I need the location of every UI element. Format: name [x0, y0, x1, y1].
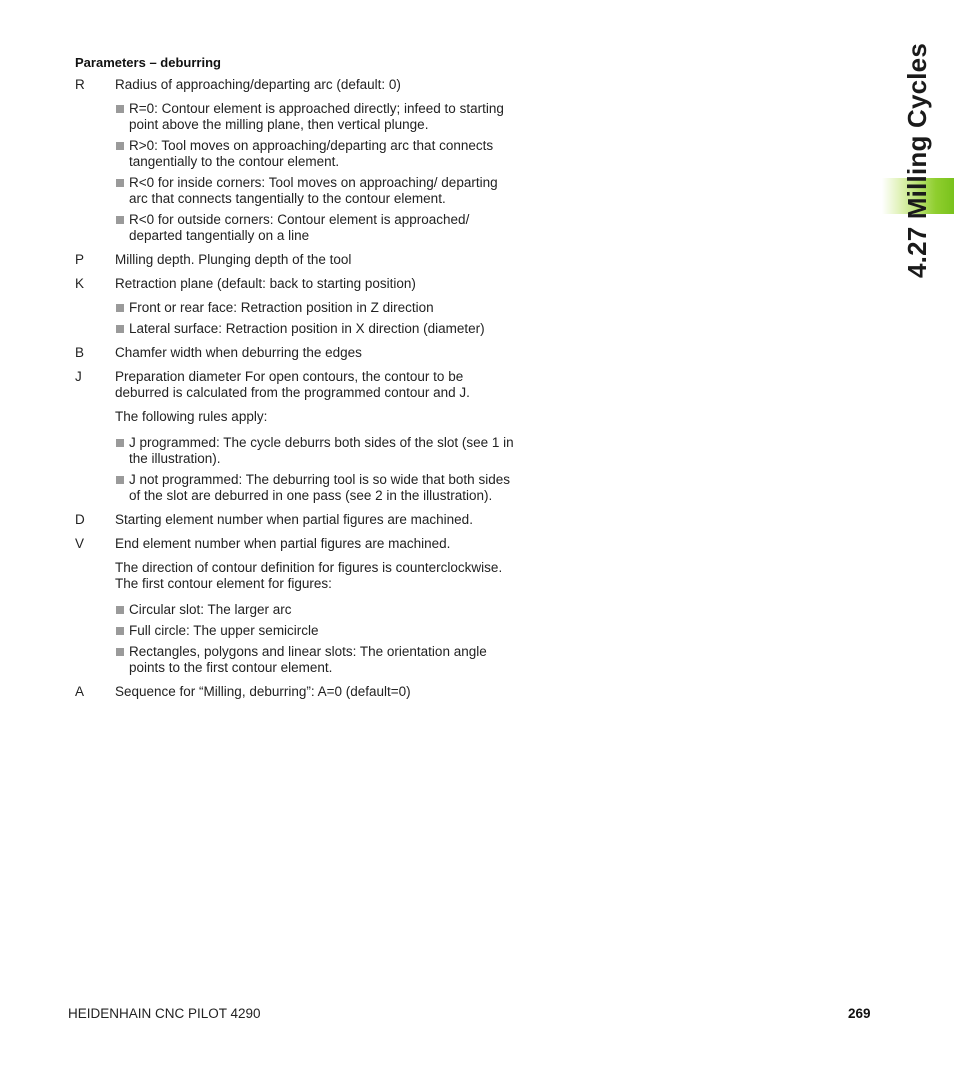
- parameter-list: [75, 77, 515, 708]
- list-item: R<0 for outside corners: Contour element is approached/ departed tangentially on a line: [115, 212, 515, 244]
- square-bullet-icon: [116, 476, 124, 484]
- param-j-bullets: [115, 435, 515, 504]
- square-bullet-icon: [116, 304, 124, 312]
- param-description: Radius of approaching/departing arc (default: 0): [115, 77, 401, 92]
- chapter-side-title: 4.27 Milling Cycles: [902, 42, 932, 278]
- param-k-bullets: [115, 300, 515, 337]
- param-k: [75, 276, 515, 292]
- list-item: Circular slot: The larger arc: [115, 602, 515, 618]
- square-bullet-icon: [116, 216, 124, 224]
- param-v-bullets: [115, 602, 515, 676]
- param-letter: K: [75, 276, 85, 291]
- param-description: End element number when partial figures are machined.: [115, 536, 451, 551]
- list-item: R<0 for inside corners: Tool moves on approaching/ departing arc that connects tangentially to the contour element.: [115, 175, 515, 207]
- param-letter: B: [75, 345, 85, 360]
- square-bullet-icon: [116, 142, 124, 150]
- list-item: Rectangles, polygons and linear slots: The orientation angle points to the first contour element.: [115, 644, 515, 676]
- param-a: [75, 684, 515, 700]
- param-d: [75, 512, 515, 528]
- param-description: Milling depth. Plunging depth of the tool: [115, 252, 352, 267]
- param-v-note: The direction of contour definition for figures is counterclockwise. The first contour element for figures:: [115, 560, 503, 591]
- param-r: [75, 77, 515, 93]
- list-item: Front or rear face: Retraction position in Z direction: [115, 300, 515, 316]
- footer-product-name: HEIDENHAIN CNC PILOT 4290: [68, 1006, 261, 1021]
- list-item: R=0: Contour element is approached directly; infeed to starting point above the milling plane, then vertical plunge.: [115, 101, 515, 133]
- square-bullet-icon: [116, 627, 124, 635]
- square-bullet-icon: [116, 648, 124, 656]
- list-item: J not programmed: The deburring tool is so wide that both sides of the slot are deburred in one pass (see 2 in the illustration).: [115, 472, 515, 504]
- param-description: Preparation diameter For open contours, the contour to be deburred is calculated from the programmed contour and J.: [115, 369, 470, 400]
- param-description: Retraction plane (default: back to starting position): [115, 276, 416, 291]
- square-bullet-icon: [116, 606, 124, 614]
- list-item: R>0: Tool moves on approaching/departing arc that connects tangentially to the contour element.: [115, 138, 515, 170]
- list-item: Lateral surface: Retraction position in X direction (diameter): [115, 321, 515, 337]
- square-bullet-icon: [116, 179, 124, 187]
- param-r-bullets: [115, 101, 515, 244]
- param-j-note: The following rules apply:: [115, 409, 268, 424]
- param-j: [75, 369, 515, 401]
- list-item: J programmed: The cycle deburrs both sides of the slot (see 1 in the illustration).: [115, 435, 515, 467]
- param-p: [75, 252, 515, 268]
- param-letter: P: [75, 252, 85, 267]
- square-bullet-icon: [116, 325, 124, 333]
- section-title: Parameters – deburring: [75, 55, 221, 70]
- page-number: 269: [848, 1006, 871, 1021]
- param-letter: V: [75, 536, 85, 551]
- param-description: Starting element number when partial figures are machined.: [115, 512, 473, 527]
- param-v: [75, 536, 515, 552]
- list-item: Full circle: The upper semicircle: [115, 623, 515, 639]
- param-letter: J: [75, 369, 82, 384]
- param-letter: R: [75, 77, 85, 92]
- param-b: [75, 345, 515, 361]
- param-letter: A: [75, 684, 85, 699]
- param-letter: D: [75, 512, 85, 527]
- param-description: Sequence for “Milling, deburring”: A=0 (default=0): [115, 684, 411, 699]
- param-description: Chamfer width when deburring the edges: [115, 345, 362, 360]
- square-bullet-icon: [116, 439, 124, 447]
- square-bullet-icon: [116, 105, 124, 113]
